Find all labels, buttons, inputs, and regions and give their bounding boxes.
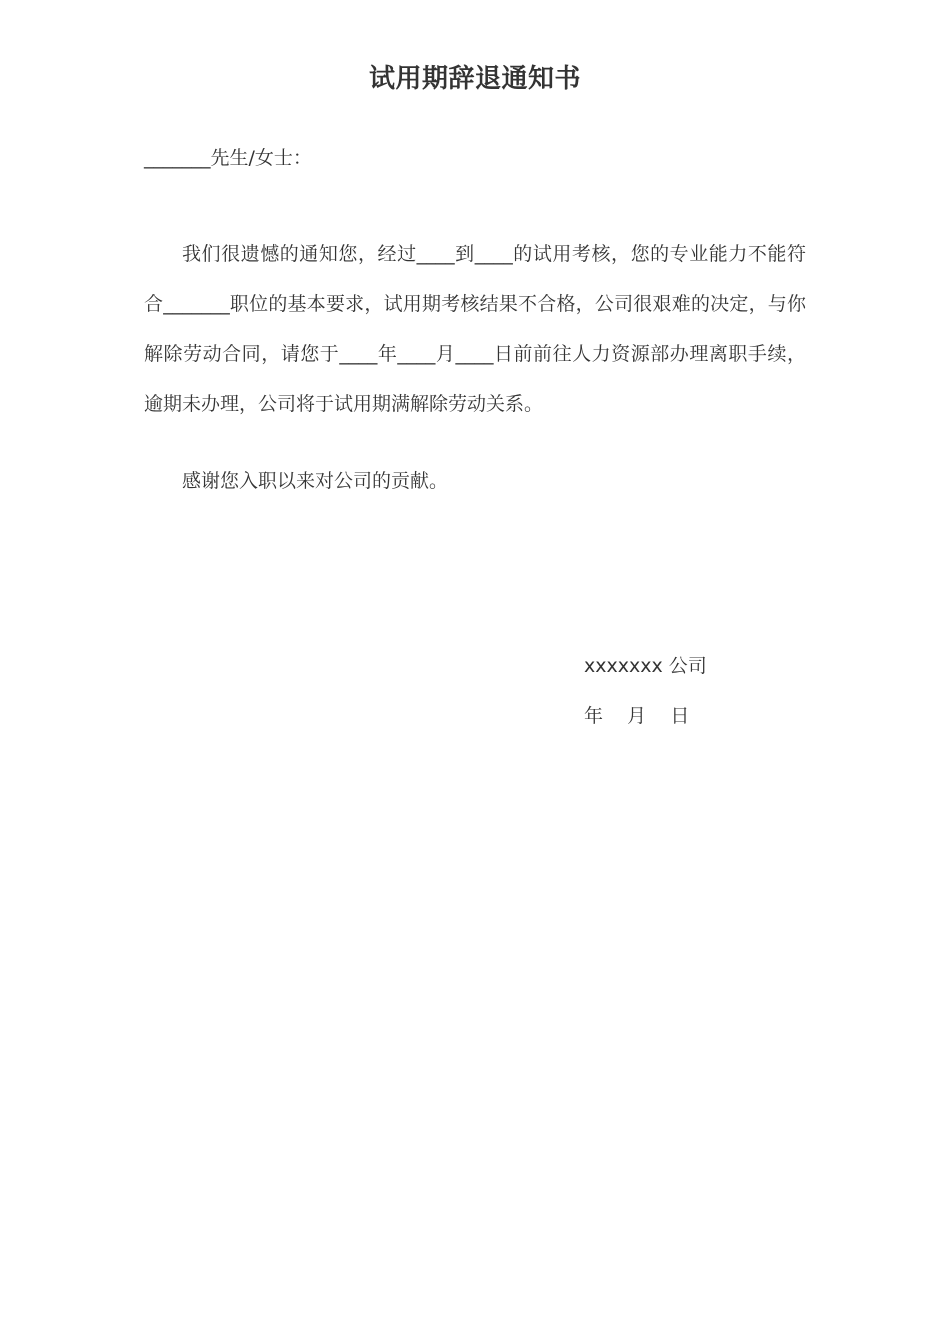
document-title: 试用期辞退通知书 xyxy=(368,64,581,94)
thanks-line: 感谢您入职以来对公司的贡献。 xyxy=(182,470,449,492)
salutation-line: _______先生/女士： xyxy=(144,147,312,169)
company-name: xxxxxxx 公司 xyxy=(584,655,707,677)
signature-date: 年 月 日 xyxy=(584,705,690,727)
notice-body-paragraph: 我们很遗憾的通知您，经过____到____的试用考核，您的专业能力不能符合_______职位的基本要求，试用期考核结果不合格，公司很艰难的决定，与你解除劳动合同，请您于____年____月____日前前往人力资源部办理离职手续，逾期未办理，公司将于试用期满解除劳动关系。 xyxy=(144,243,806,415)
signature-block xyxy=(584,641,707,741)
